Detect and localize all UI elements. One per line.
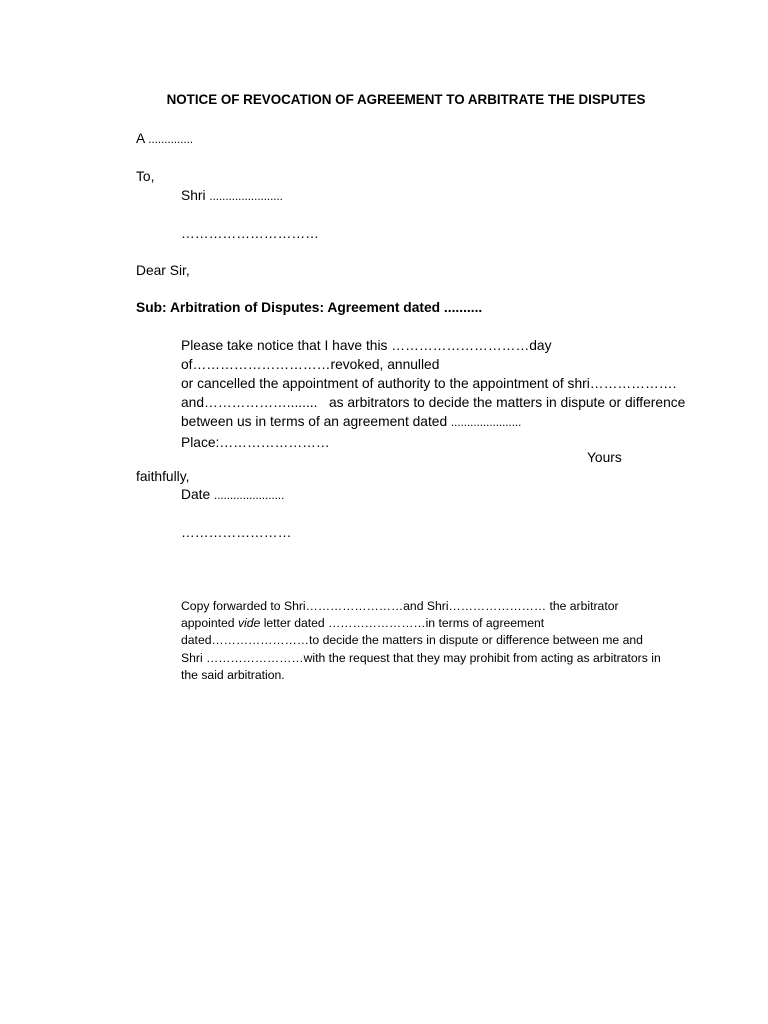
copy-word: Copy forwarded to Shri……………………and Shri…………………… xyxy=(181,599,547,613)
body-word: notice xyxy=(256,338,294,353)
closing-faithfully: faithfully, xyxy=(136,469,190,484)
copy-word: dated xyxy=(294,616,325,631)
copy-word: Shri xyxy=(181,650,203,665)
copy-line-5: the said arbitration. xyxy=(181,667,285,682)
body-line-4-right: as arbitrators to decide the matters in dispute or difference xyxy=(328,395,686,410)
copy-line-1 xyxy=(181,598,677,615)
copy-word: decide xyxy=(322,633,359,648)
copy-word: and xyxy=(622,633,643,648)
copy-word: from xyxy=(513,650,538,665)
copy-word: matters xyxy=(382,633,423,648)
to-label: To, xyxy=(136,169,155,184)
copy-word: arbitrator xyxy=(569,599,619,613)
body-line-5-dots: ...................... xyxy=(450,417,522,429)
copy-word: appointed xyxy=(181,616,235,631)
copy-word: difference xyxy=(496,633,550,648)
copy-word: in xyxy=(426,633,436,648)
copy-word: may xyxy=(443,650,467,665)
copy-word: prohibit xyxy=(469,650,510,665)
copy-word: request xyxy=(349,650,390,665)
shri-dots: ....................... xyxy=(209,191,283,203)
subject-dots: .......... xyxy=(443,300,483,315)
body-line-5 xyxy=(181,412,677,433)
from-line xyxy=(136,130,193,149)
body-word: I xyxy=(324,338,329,353)
body-word: this xyxy=(365,338,388,353)
body-line-4 xyxy=(181,393,686,412)
copy-word: dated……………………to xyxy=(181,633,320,648)
copy-word: as xyxy=(576,650,590,665)
copy-word: dispute xyxy=(439,633,479,648)
body-line-5-text: between us in terms of an agreement dated xyxy=(181,414,448,429)
date-line xyxy=(181,486,284,505)
subject-line xyxy=(136,299,482,317)
body-word: Please xyxy=(181,338,224,353)
copy-word: between xyxy=(552,633,599,648)
body-word: have xyxy=(332,338,363,353)
copy-word: of xyxy=(472,616,483,631)
copy-word: me xyxy=(602,633,620,648)
copy-word: agreement xyxy=(485,616,545,631)
copy-word: the xyxy=(361,633,379,648)
from-label: A xyxy=(136,131,145,146)
copy-word: vide xyxy=(237,616,261,631)
recipient-shri-line xyxy=(181,187,283,206)
notice-title: NOTICE OF REVOCATION OF AGREEMENT TO ARBITRATE THE DISPUTES xyxy=(166,92,646,107)
body-word: …………………………day xyxy=(391,338,552,353)
copy-word: that xyxy=(393,650,414,665)
date-label: Date xyxy=(181,487,211,502)
copy-word: the xyxy=(549,599,567,613)
copy-word: terms xyxy=(438,616,469,631)
date-dots: ...................... xyxy=(214,490,285,502)
copy-word: they xyxy=(416,650,440,665)
copy-word: the xyxy=(328,650,346,665)
copy-word: acting xyxy=(540,650,574,665)
copy-word: arbitrators xyxy=(592,650,648,665)
shri-label: Shri xyxy=(181,188,206,203)
copy-line-4 xyxy=(181,650,677,667)
copy-word: letter xyxy=(263,616,291,631)
notice-body xyxy=(181,336,686,452)
from-dots: .............. xyxy=(148,134,194,146)
copy-forwarded-block xyxy=(181,598,677,684)
copy-word: ……………………with xyxy=(206,650,326,665)
body-line-4-left: and………………........ xyxy=(181,395,318,410)
copy-word: or xyxy=(481,633,493,648)
copy-line-3 xyxy=(181,632,677,649)
body-line-3: or cancelled the appointment of authority to the appointment of shri………………. xyxy=(181,376,677,391)
copy-line-2 xyxy=(181,615,677,632)
body-line-1 xyxy=(181,336,677,355)
copy-word: in xyxy=(651,650,661,665)
body-word: take xyxy=(227,338,254,353)
recipient-address-line: ………………………… xyxy=(181,226,319,241)
closing-yours: Yours xyxy=(587,450,622,465)
copy-word: ……………………in xyxy=(328,616,436,631)
body-word: that xyxy=(297,338,321,353)
subject-label: Sub: Arbitration of Disputes: Agreement dated xyxy=(136,300,441,315)
place-line: Place:…………………… xyxy=(181,435,330,450)
body-line-2: of…………………………revoked, annulled xyxy=(181,357,440,372)
salutation: Dear Sir, xyxy=(136,263,190,278)
signature-line: …………………… xyxy=(181,525,292,540)
